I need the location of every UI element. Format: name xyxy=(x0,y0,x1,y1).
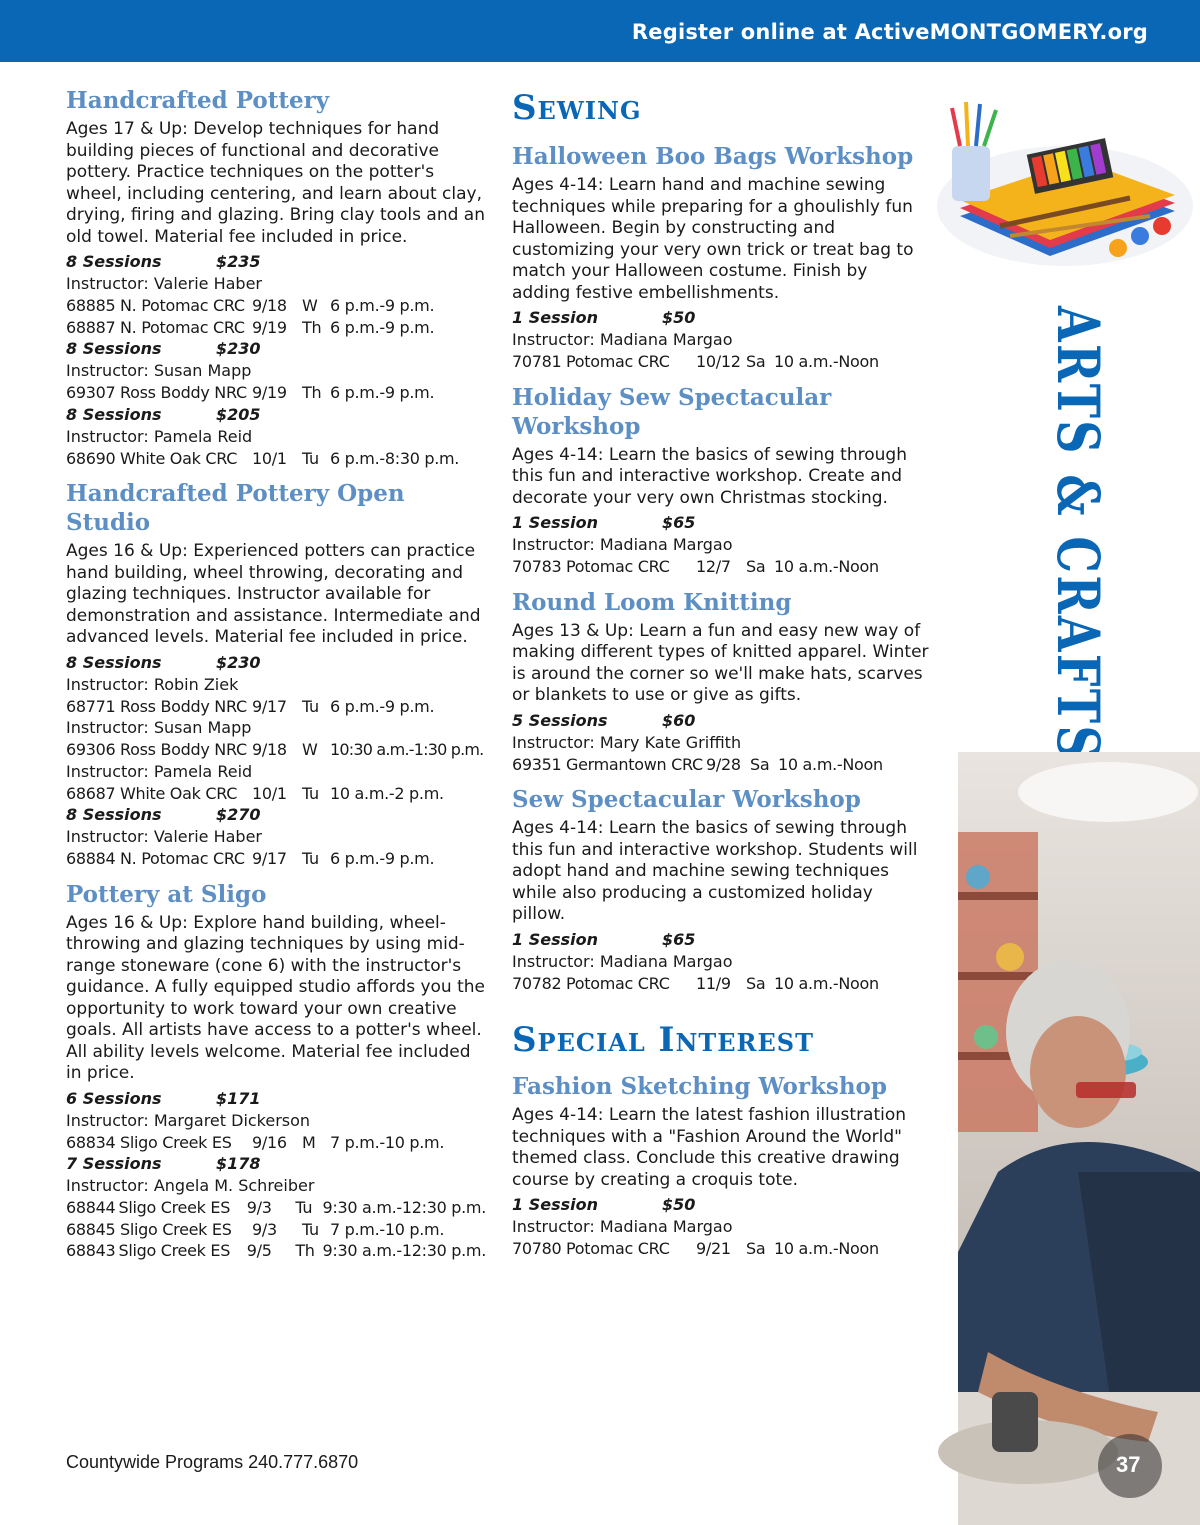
start-date: 9/18 xyxy=(252,296,287,315)
time: 6 p.m.-9 p.m. xyxy=(330,296,435,315)
course-title: Halloween Boo Bags Workshop xyxy=(512,143,914,170)
price: $65 xyxy=(662,929,696,949)
location: Potomac CRC xyxy=(566,352,670,371)
weekday: Tu xyxy=(302,696,319,716)
weekday: Tu xyxy=(302,849,319,868)
location: N. Potomac CRC xyxy=(120,296,245,315)
location: Potomac CRC xyxy=(566,973,670,993)
location: N. Potomac CRC xyxy=(120,317,245,337)
weekday: Tu xyxy=(302,1219,319,1239)
course-pottery-open-studio xyxy=(66,479,486,870)
time: 7 p.m.-10 p.m. xyxy=(330,1132,445,1152)
course-sew-spectacular xyxy=(512,785,930,994)
schedule-row xyxy=(512,556,930,578)
weekday: Th xyxy=(295,1241,315,1260)
session-count: 6 Sessions xyxy=(66,1088,162,1108)
start-date: 9/19 xyxy=(252,317,287,337)
start-date: 9/17 xyxy=(252,696,287,716)
schedule-row xyxy=(512,351,930,373)
course-code: 68887 xyxy=(66,317,116,337)
course-title: Fashion Sketching Workshop xyxy=(512,1073,887,1100)
time: 10 a.m.-Noon xyxy=(774,557,879,576)
start-date: 10/1 xyxy=(252,783,287,803)
start-date: 10/12 xyxy=(696,352,741,371)
course-code: 68885 xyxy=(66,296,116,315)
location: White Oak CRC xyxy=(120,783,238,803)
time: 6 p.m.-8:30 p.m. xyxy=(330,448,460,468)
category-label: ARTS & CRAFTS xyxy=(1044,306,1112,881)
time: 10 a.m.-Noon xyxy=(774,352,879,371)
session-price xyxy=(66,1088,486,1110)
time: 9:30 a.m.-12:30 p.m. xyxy=(322,1241,486,1260)
course-holiday-sew-spectacular xyxy=(512,383,930,578)
course-description: Ages 4-14: Learn the basics of sewing through this fun and interactive workshop. Create and decorate your very own Christmas stocking. xyxy=(512,444,907,508)
instructor: Instructor: Valerie Haber xyxy=(66,827,262,846)
course-code: 68771 xyxy=(66,696,116,716)
time: 9:30 a.m.-12:30 p.m. xyxy=(322,1198,486,1217)
location: Sligo Creek ES xyxy=(118,1241,231,1260)
schedule-row xyxy=(66,739,486,761)
left-column xyxy=(66,86,486,1272)
schedule-row xyxy=(66,448,486,470)
start-date: 9/18 xyxy=(252,740,287,759)
session-price xyxy=(66,652,486,674)
course-description: Ages 4-14: Learn the basics of sewing through this fun and interactive workshop. Students will adopt hand and machine sewing techniques while also producing a customized holiday pillow. xyxy=(512,818,918,924)
session-count: 1 Session xyxy=(512,929,598,949)
location: N. Potomac CRC xyxy=(120,849,245,868)
time: 10 a.m.-Noon xyxy=(774,1239,879,1258)
schedule-row xyxy=(66,317,486,339)
session-count: 8 Sessions xyxy=(66,652,162,672)
location: White Oak CRC xyxy=(120,448,238,468)
course-code: 68687 xyxy=(66,783,116,803)
session-price xyxy=(512,512,930,534)
location: Ross Boddy NRC xyxy=(120,696,247,716)
session-count: 1 Session xyxy=(512,1195,598,1214)
course-handcrafted-pottery xyxy=(66,86,486,469)
course-code: 69307 xyxy=(66,383,116,402)
session-count: 5 Sessions xyxy=(512,710,608,730)
course-description: Ages 4-14: Learn the latest fashion illustration techniques with a "Fashion Around the World" themed class. Conclude this creative drawing course by creating a croquis tote. xyxy=(512,1105,907,1190)
location: Sligo Creek ES xyxy=(120,1219,232,1239)
section-title-special-interest: Special Interest xyxy=(512,1020,814,1060)
weekday: Sa xyxy=(746,1239,766,1258)
course-description: Ages 4-14: Learn hand and machine sewing techniques while preparing for a ghoulishly fun Halloween. Begin by constructing and customizing your very own trick or treat bag to match your Halloween costume. Finish by adding festive embellishments. xyxy=(512,175,914,303)
session-count: 8 Sessions xyxy=(66,252,162,271)
session-count: 8 Sessions xyxy=(66,339,162,358)
instructor: Instructor: Mary Kate Griffith xyxy=(512,732,742,752)
location: Potomac CRC xyxy=(566,557,670,576)
instructor: Instructor: Margaret Dickerson xyxy=(66,1110,311,1130)
schedule-row xyxy=(66,848,486,870)
course-description: Ages 16 & Up: Experienced potters can practice hand building, wheel throwing, decorating and glazing techniques. Instructor available for demonstration and assistance. Intermediate and advanced levels. Material fee included in price. xyxy=(66,541,481,647)
start-date: 9/3 xyxy=(252,1219,277,1239)
instructor: Instructor: Madiana Margao xyxy=(512,1217,733,1236)
course-description: Ages 13 & Up: Learn a fun and easy new way of making different types of knitted apparel. Winter is around the corner so we'll make hats, scarves or blankets to use or give as gifts. xyxy=(512,620,929,705)
price: $50 xyxy=(662,1195,696,1214)
location: Ross Boddy NRC xyxy=(120,740,247,759)
price: $270 xyxy=(216,805,261,824)
weekday: Tu xyxy=(295,1198,313,1217)
start-date: 9/3 xyxy=(246,1198,272,1217)
register-link[interactable]: Register online at ActiveMONTGOMERY.org xyxy=(631,20,1148,44)
session-price xyxy=(66,251,486,273)
course-code: 70782 xyxy=(512,973,562,993)
weekday: Th xyxy=(302,317,322,337)
price: $171 xyxy=(216,1088,261,1108)
session-price xyxy=(66,404,486,426)
weekday: W xyxy=(302,740,318,759)
course-code: 70780 xyxy=(512,1239,562,1258)
weekday: Sa xyxy=(746,557,766,576)
instructor: Instructor: Pamela Reid xyxy=(66,426,253,446)
session-price xyxy=(66,1153,486,1175)
weekday: Sa xyxy=(750,754,770,774)
section-title-sewing: Sewing xyxy=(512,88,642,128)
weekday: W xyxy=(302,296,318,315)
instructor: Instructor: Madiana Margao xyxy=(512,535,733,554)
instructor: Instructor: Pamela Reid xyxy=(66,761,253,781)
course-description: Ages 16 & Up: Explore hand building, wheel-throwing and glazing techniques by using mid-range stoneware (cone 6) with the instructor's guidance. A fully equipped studio affords you the opportunity to work toward your own creative goals. All artists have access to a potter's wheel. All ability levels welcome. Material fee included in price. xyxy=(66,912,485,1083)
session-price xyxy=(512,1194,930,1216)
session-count: 1 Session xyxy=(512,513,598,532)
weekday: M xyxy=(302,1132,316,1152)
session-price xyxy=(66,338,486,360)
course-description: Ages 17 & Up: Develop techniques for hand building pieces of functional and decorative pottery. Practice techniques on the potter's wheel, including centering, and learn about clay, drying, firing and glazing. Bring clay tools and an old towel. Material fee included in price. xyxy=(66,119,485,247)
time: 10:30 a.m.-1:30 p.m. xyxy=(330,740,484,759)
schedule-row xyxy=(512,1238,930,1260)
session-count: 1 Session xyxy=(512,308,598,327)
price: $60 xyxy=(662,710,696,730)
price: $230 xyxy=(216,652,261,672)
course-code: 70781 xyxy=(512,352,562,371)
course-title: Handcrafted Pottery Open Studio xyxy=(66,480,405,536)
schedule-row xyxy=(512,754,930,776)
session-price xyxy=(66,804,486,826)
footer-programs: Countywide Programs 240.777.6870 xyxy=(66,1452,359,1472)
instructor: Instructor: Susan Mapp xyxy=(66,718,252,737)
location: Sligo Creek ES xyxy=(120,1132,232,1152)
time: 6 p.m.-9 p.m. xyxy=(330,317,435,337)
schedule-row xyxy=(66,1219,486,1241)
weekday: Sa xyxy=(746,352,766,371)
course-code: 68834 xyxy=(66,1132,116,1152)
course-code: 68884 xyxy=(66,849,116,868)
location: Potomac CRC xyxy=(566,1239,670,1258)
session-count: 7 Sessions xyxy=(66,1154,162,1173)
instructor: Instructor: Madiana Margao xyxy=(512,330,733,349)
time: 7 p.m.-10 p.m. xyxy=(330,1219,445,1239)
session-count: 8 Sessions xyxy=(66,805,162,824)
course-pottery-at-sligo xyxy=(66,880,486,1262)
location: Germantown CRC xyxy=(566,754,703,774)
price: $50 xyxy=(662,308,696,327)
price: $65 xyxy=(662,513,696,532)
time: 6 p.m.-9 p.m. xyxy=(330,696,435,716)
weekday: Th xyxy=(302,383,322,402)
location: Sligo Creek ES xyxy=(118,1198,231,1217)
price: $205 xyxy=(216,404,261,424)
start-date: 9/17 xyxy=(252,849,287,868)
schedule-row xyxy=(66,1240,486,1262)
price: $178 xyxy=(216,1154,261,1173)
start-date: 10/1 xyxy=(252,448,287,468)
session-price xyxy=(512,710,930,732)
course-code: 69351 xyxy=(512,754,562,774)
schedule-row xyxy=(66,1197,486,1219)
course-code: 68843 xyxy=(66,1241,116,1260)
course-title: Round Loom Knitting xyxy=(512,588,792,616)
instructor: Instructor: Susan Mapp xyxy=(66,361,252,380)
schedule-row xyxy=(66,1132,486,1154)
time: 10 a.m.-2 p.m. xyxy=(330,783,444,803)
instructor: Instructor: Valerie Haber xyxy=(66,274,262,293)
header-bar xyxy=(0,0,1200,62)
time: 6 p.m.-9 p.m. xyxy=(330,849,435,868)
schedule-row xyxy=(66,382,486,404)
course-code: 69306 xyxy=(66,740,116,759)
course-code: 68690 xyxy=(66,448,116,468)
start-date: 9/28 xyxy=(706,754,741,774)
middle-column xyxy=(512,86,930,1270)
instructor: Instructor: Madiana Margao xyxy=(512,951,733,971)
time: 10 a.m.-Noon xyxy=(774,973,879,993)
course-title: Pottery at Sligo xyxy=(66,880,267,908)
course-code: 68845 xyxy=(66,1219,116,1239)
pottery-artist-photo xyxy=(958,752,1200,1525)
course-round-loom-knitting xyxy=(512,588,930,776)
start-date: 9/19 xyxy=(252,383,287,402)
start-date: 12/7 xyxy=(696,557,731,576)
course-code: 70783 xyxy=(512,557,562,576)
category-label-vertical xyxy=(992,300,1112,881)
time: 6 p.m.-9 p.m. xyxy=(330,383,435,402)
schedule-row xyxy=(66,783,486,805)
instructor: Instructor: Angela M. Schreiber xyxy=(66,1176,315,1195)
instructor: Instructor: Robin Ziek xyxy=(66,674,239,694)
weekday: Tu xyxy=(302,448,319,468)
session-count: 8 Sessions xyxy=(66,404,162,424)
course-fashion-sketching xyxy=(512,1072,930,1260)
schedule-row xyxy=(512,973,930,995)
session-price xyxy=(512,929,930,951)
time: 10 a.m.-Noon xyxy=(778,754,883,774)
art-supplies-illustration xyxy=(930,86,1200,276)
schedule-row xyxy=(66,696,486,718)
weekday: Tu xyxy=(302,783,319,803)
location: Ross Boddy NRC xyxy=(120,383,247,402)
course-code: 68844 xyxy=(66,1198,116,1217)
session-price xyxy=(512,307,930,329)
start-date: 9/16 xyxy=(252,1132,287,1152)
price: $235 xyxy=(216,252,261,271)
course-title: Sew Spectacular Workshop xyxy=(512,786,861,813)
page-number: 37 xyxy=(1116,1452,1141,1477)
start-date: 9/21 xyxy=(696,1239,731,1258)
start-date: 11/9 xyxy=(696,973,731,993)
course-halloween-boo-bags xyxy=(512,142,930,373)
course-title: Handcrafted Pottery xyxy=(66,87,330,114)
course-title: Holiday Sew Spectacular Workshop xyxy=(512,383,832,440)
price: $230 xyxy=(216,339,261,358)
weekday: Sa xyxy=(746,973,766,993)
start-date: 9/5 xyxy=(246,1241,272,1260)
schedule-row xyxy=(66,295,486,317)
